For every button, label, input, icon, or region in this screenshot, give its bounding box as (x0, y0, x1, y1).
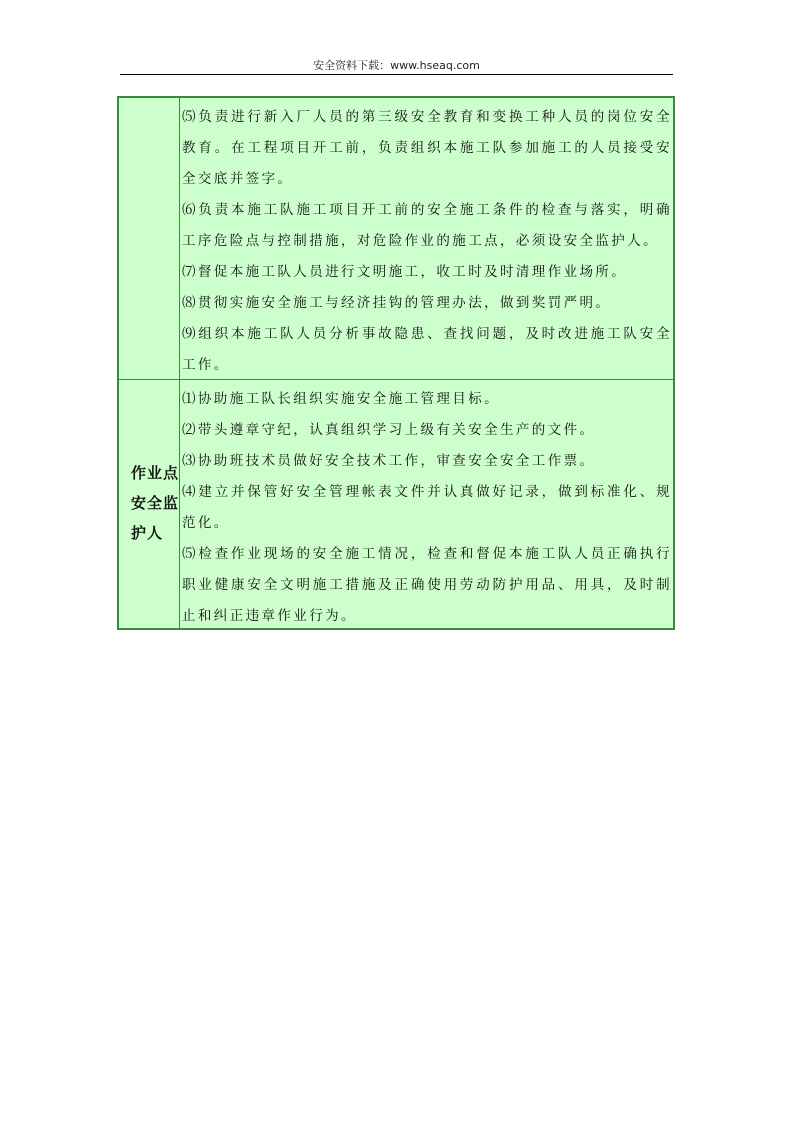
duty-item: ⑷建立并保管好安全管理帐表文件并认真做好记录，做到标准化、规范化。 (182, 484, 672, 531)
header-divider (120, 74, 673, 75)
role-label-line: 作业点 (131, 464, 180, 482)
duty-item: ⑼组织本施工队人员分析事故隐患、查找问题，及时改进施工队安全工作。 (182, 326, 672, 373)
role-label-line: 护人 (131, 524, 164, 542)
duty-item: ⑺督促本施工队人员进行文明施工，收工时及时清理作业场所。 (182, 264, 628, 280)
role-label-cell (119, 380, 180, 628)
duty-item: ⑴协助施工队长组织实施安全施工管理目标。 (182, 391, 500, 407)
duty-item: ⑹负责本施工队施工项目开工前的安全施工条件的检查与落实，明确工序危险点与控制措施，对危险作业的施工点，必须设安全监护人。 (182, 202, 672, 249)
duty-item: ⑸检查作业现场的安全施工情况，检查和督促本施工队人员正确执行职业健康安全文明施工措施及正确使用劳动防护用品、用具，及时制止和纠正违章作业行为。 (182, 546, 672, 624)
responsibility-table (117, 96, 675, 630)
table-row (119, 380, 673, 628)
role-label-line: 安全监 (131, 494, 180, 512)
duties-cell (181, 98, 673, 379)
page-header: 安全资料下载：www.hseaq.com (313, 59, 480, 72)
duties-cell (181, 380, 673, 628)
duty-item: ⑵带头遵章守纪，认真组织学习上级有关安全生产的文件。 (182, 422, 596, 438)
duty-item: ⑶协助班技术员做好安全技术工作，审查安全安全工作票。 (182, 453, 596, 469)
duty-item: ⑻贯彻实施安全施工与经济挂钩的管理办法，做到奖罚严明。 (182, 295, 612, 311)
role-label (131, 458, 181, 548)
duty-item: ⑸负责进行新入厂人员的第三级安全教育和变换工种人员的岗位安全教育。在工程项目开工前，负责组织本施工队参加施工的人员接受安全交底并签字。 (182, 109, 672, 187)
role-label-cell (119, 98, 180, 379)
table-row (119, 98, 673, 380)
